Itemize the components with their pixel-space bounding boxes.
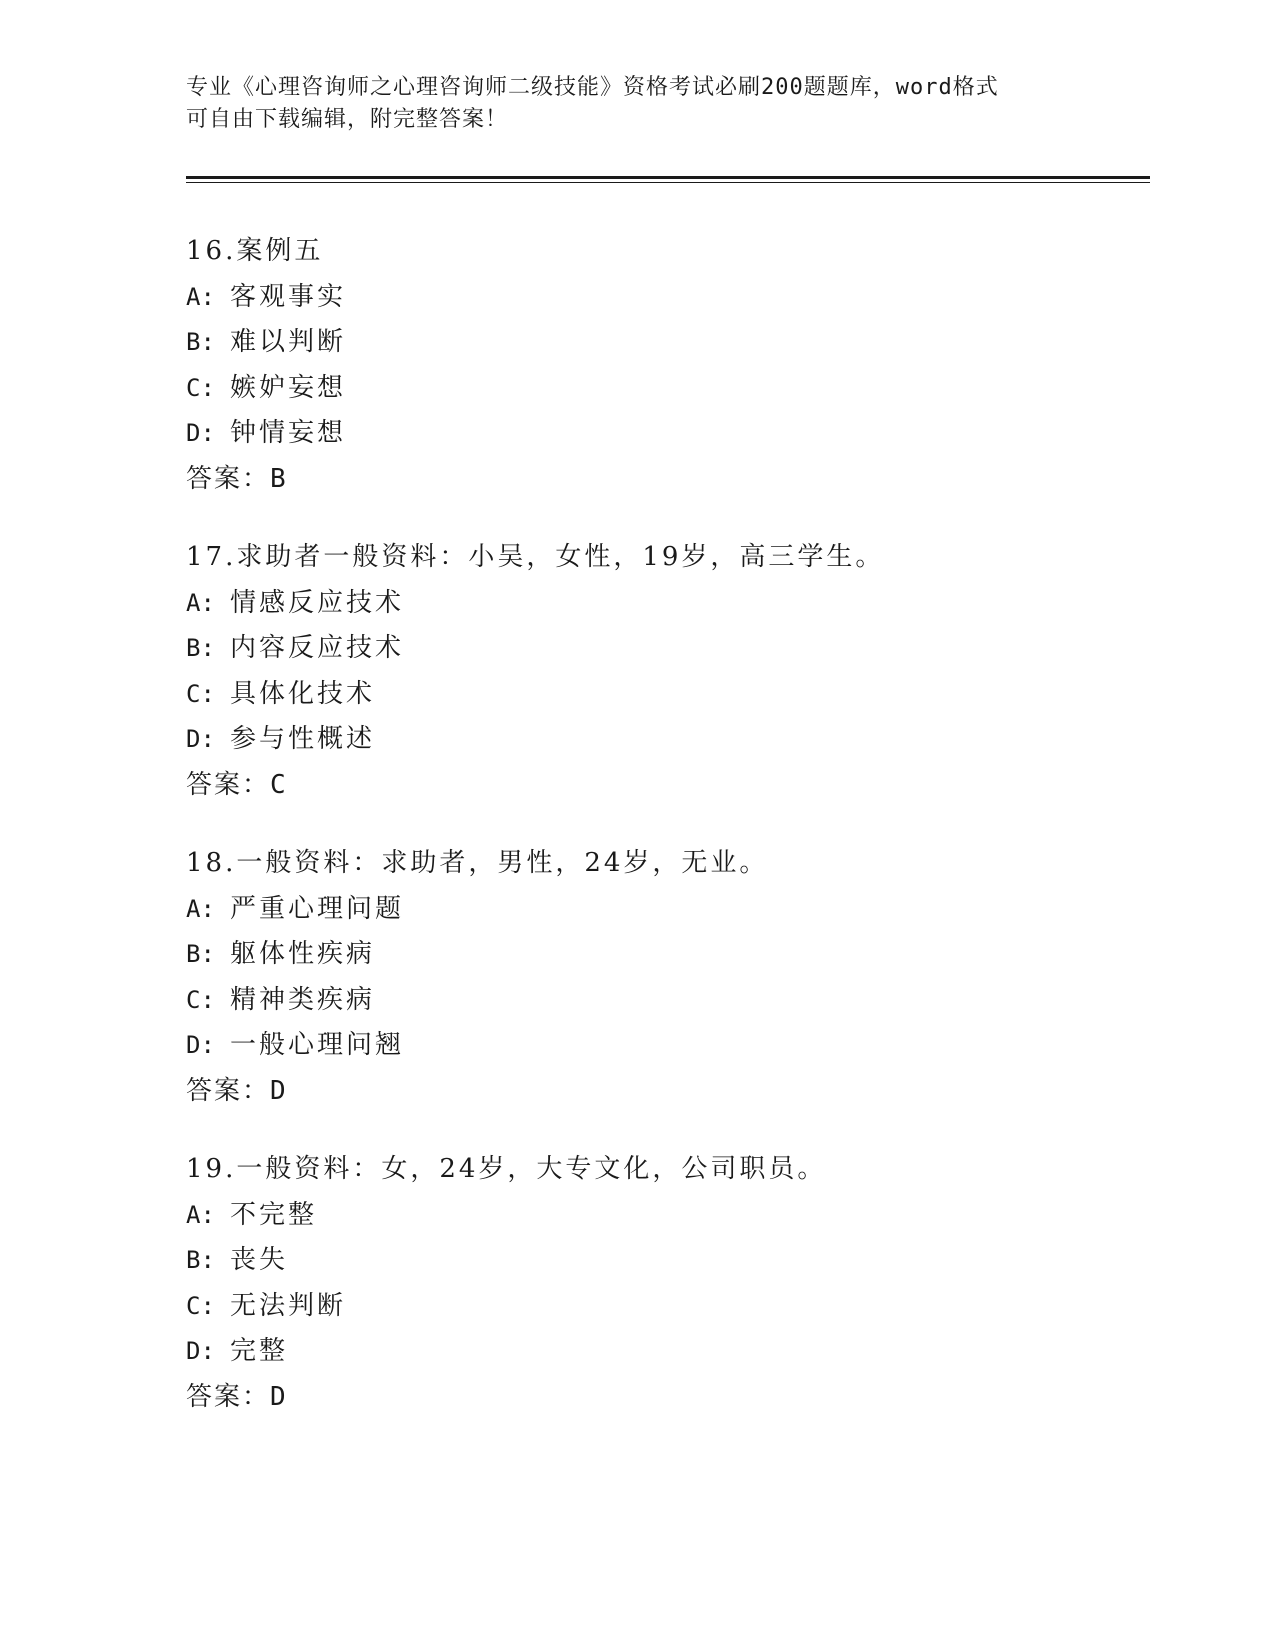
option-letter: A: [186, 588, 215, 617]
answer-label: 答案： [186, 769, 271, 800]
option-text: 精神类疾病 [230, 984, 376, 1015]
option-d [186, 717, 1086, 763]
option-text: 一般心理问翘 [230, 1030, 405, 1060]
answer-label: 答案： [186, 463, 271, 494]
option-letter: A: [186, 1200, 215, 1229]
document-header [186, 72, 1066, 136]
option-b [186, 1238, 1086, 1284]
option-text: 丧失 [230, 1245, 289, 1275]
question-title: 18.一般资料：求助者，男性，24岁，无业。 [186, 848, 769, 878]
option-text: 具体化技术 [230, 678, 376, 709]
question-title: 17.求助者一般资料：小吴，女性，19岁，高三学生。 [186, 542, 885, 572]
answer-line [186, 457, 1086, 503]
answer-value: C [270, 769, 288, 800]
question-18 [186, 841, 1086, 1114]
option-d [186, 1023, 1086, 1069]
option-a [186, 887, 1086, 933]
option-letter: A: [186, 894, 215, 923]
header-line-1: 专业《心理咨询师之心理咨询师二级技能》资格考试必刷200题题库，word格式 [186, 75, 999, 100]
question-19 [186, 1147, 1086, 1420]
option-letter: D: [186, 725, 215, 753]
question-16 [186, 229, 1086, 502]
answer-line [186, 1069, 1086, 1115]
answer-label: 答案： [186, 1381, 271, 1412]
option-d [186, 1329, 1086, 1375]
option-text: 钟情妄想 [230, 418, 347, 448]
option-text: 客观事实 [230, 281, 347, 312]
answer-value: D [270, 1075, 288, 1106]
option-text: 无法判断 [230, 1290, 347, 1321]
option-text: 情感反应技术 [230, 587, 405, 618]
option-a [186, 1193, 1086, 1239]
option-letter: B: [186, 328, 215, 356]
option-letter: D: [186, 1031, 215, 1059]
question-title: 19.一般资料：女，24岁，大专文化，公司职员。 [186, 1154, 827, 1184]
option-c [186, 1284, 1086, 1330]
answer-label: 答案： [186, 1075, 271, 1106]
header-line-2: 可自由下载编辑，附完整答案！ [186, 107, 509, 132]
option-letter: C: [186, 679, 215, 708]
option-c [186, 978, 1086, 1024]
answer-value: B [270, 463, 288, 494]
header-divider-thick [186, 176, 1150, 179]
option-a [186, 275, 1086, 321]
option-b [186, 626, 1086, 672]
option-c [186, 366, 1086, 412]
option-text: 躯体性疾病 [230, 939, 376, 969]
option-text: 完整 [230, 1336, 289, 1366]
header-divider-thin [186, 182, 1150, 183]
option-letter: D: [186, 1337, 215, 1365]
option-c [186, 672, 1086, 718]
answer-line [186, 1375, 1086, 1421]
answer-line [186, 763, 1086, 809]
option-text: 参与性概述 [230, 724, 376, 754]
option-letter: B: [186, 940, 215, 968]
option-text: 严重心理问题 [230, 893, 405, 924]
question-17 [186, 535, 1086, 808]
option-text: 难以判断 [230, 327, 347, 357]
option-b [186, 932, 1086, 978]
option-a [186, 581, 1086, 627]
option-text: 嫉妒妄想 [230, 372, 347, 403]
question-title: 16.案例五 [186, 236, 324, 266]
option-b [186, 320, 1086, 366]
option-letter: C: [186, 1291, 215, 1320]
option-letter: D: [186, 419, 215, 447]
option-letter: B: [186, 1246, 215, 1274]
option-letter: A: [186, 282, 215, 311]
option-letter: C: [186, 373, 215, 402]
option-letter: B: [186, 634, 215, 662]
option-d [186, 411, 1086, 457]
option-text: 不完整 [230, 1199, 318, 1230]
option-letter: C: [186, 985, 215, 1014]
option-text: 内容反应技术 [230, 633, 405, 663]
answer-value: D [270, 1381, 288, 1412]
